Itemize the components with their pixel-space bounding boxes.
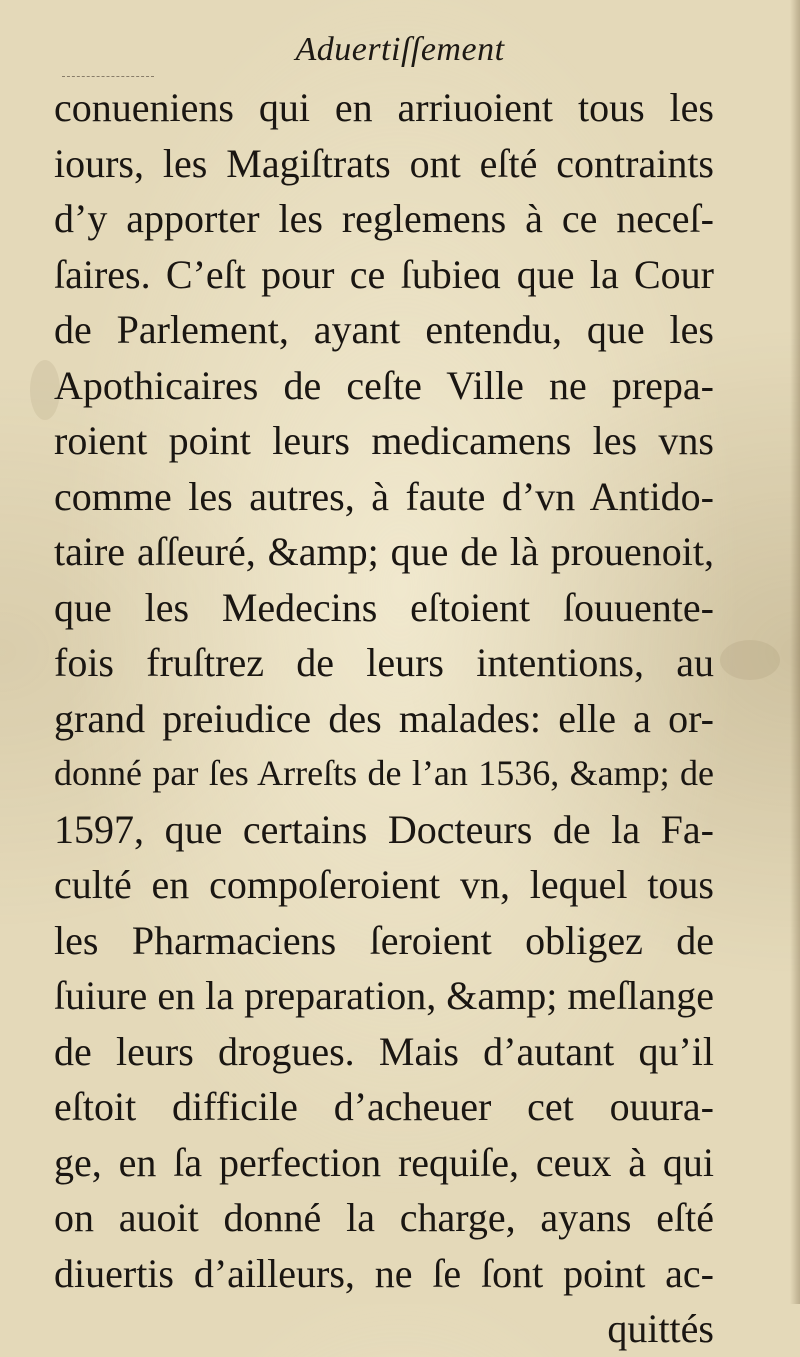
header-rule (62, 76, 154, 77)
text-line: de Parlement, ayant entendu, que les (54, 307, 714, 352)
text-line: iours, les Magiſtrats ont eſté contraints (54, 140, 714, 186)
text-line: ſaires. C’eſt pour ce ſubieɑ que la Cour (54, 251, 714, 297)
text-line: roient point leurs medicamens les vns (54, 418, 714, 463)
text-line: que les Medecins eſtoient ſouuente- (54, 584, 714, 630)
body-text (54, 80, 714, 1357)
text-line: grand preiudice des malades: elle a or- (54, 695, 714, 741)
text-line: culté en compoſeroient vn, lequel tous (54, 862, 714, 907)
text-line: de leurs drogues. Mais d’autant qu’il (54, 1028, 714, 1074)
catchword: quittés (607, 1306, 714, 1351)
text-line: d’y apporter les reglemens à ce neceſ- (54, 196, 714, 241)
page-edge-shadow (790, 0, 800, 1304)
running-head: Aduertiſſement (295, 31, 505, 68)
text-line: les Pharmaciens ſeroient obligez de (54, 917, 714, 963)
text-line: on auoit donné la charge, ayans eſté (54, 1195, 714, 1240)
text-line: Apothicaires de ceſte Ville ne prepa- (54, 362, 714, 408)
text-line: 1597, que certains Docteurs de la Fa- (54, 806, 714, 852)
text-line: taire aſſeuré, &amp; que de là prouenoit, (54, 529, 714, 574)
text-line: comme les autres, à faute d’vn Antido- (54, 473, 714, 519)
text-line: ſuiure en la preparation, &amp; meſlange (54, 973, 714, 1018)
text-line: eſtoit difficile d’acheuer cet ouura- (54, 1084, 714, 1129)
text-line: conueniens qui en arriuoient tous les (54, 85, 714, 130)
paper-stain (720, 640, 780, 680)
text-line: donné par ſes Arreſts de l’an 1536, &amp; de (54, 753, 714, 793)
text-line: fois fruſtrez de leurs intentions, au (54, 640, 714, 685)
text-line: ge, en ſa perfection requiſe, ceux à qui (54, 1139, 714, 1185)
text-line: diuertis d’ailleurs, ne ſe ſont point ac- (54, 1250, 714, 1296)
